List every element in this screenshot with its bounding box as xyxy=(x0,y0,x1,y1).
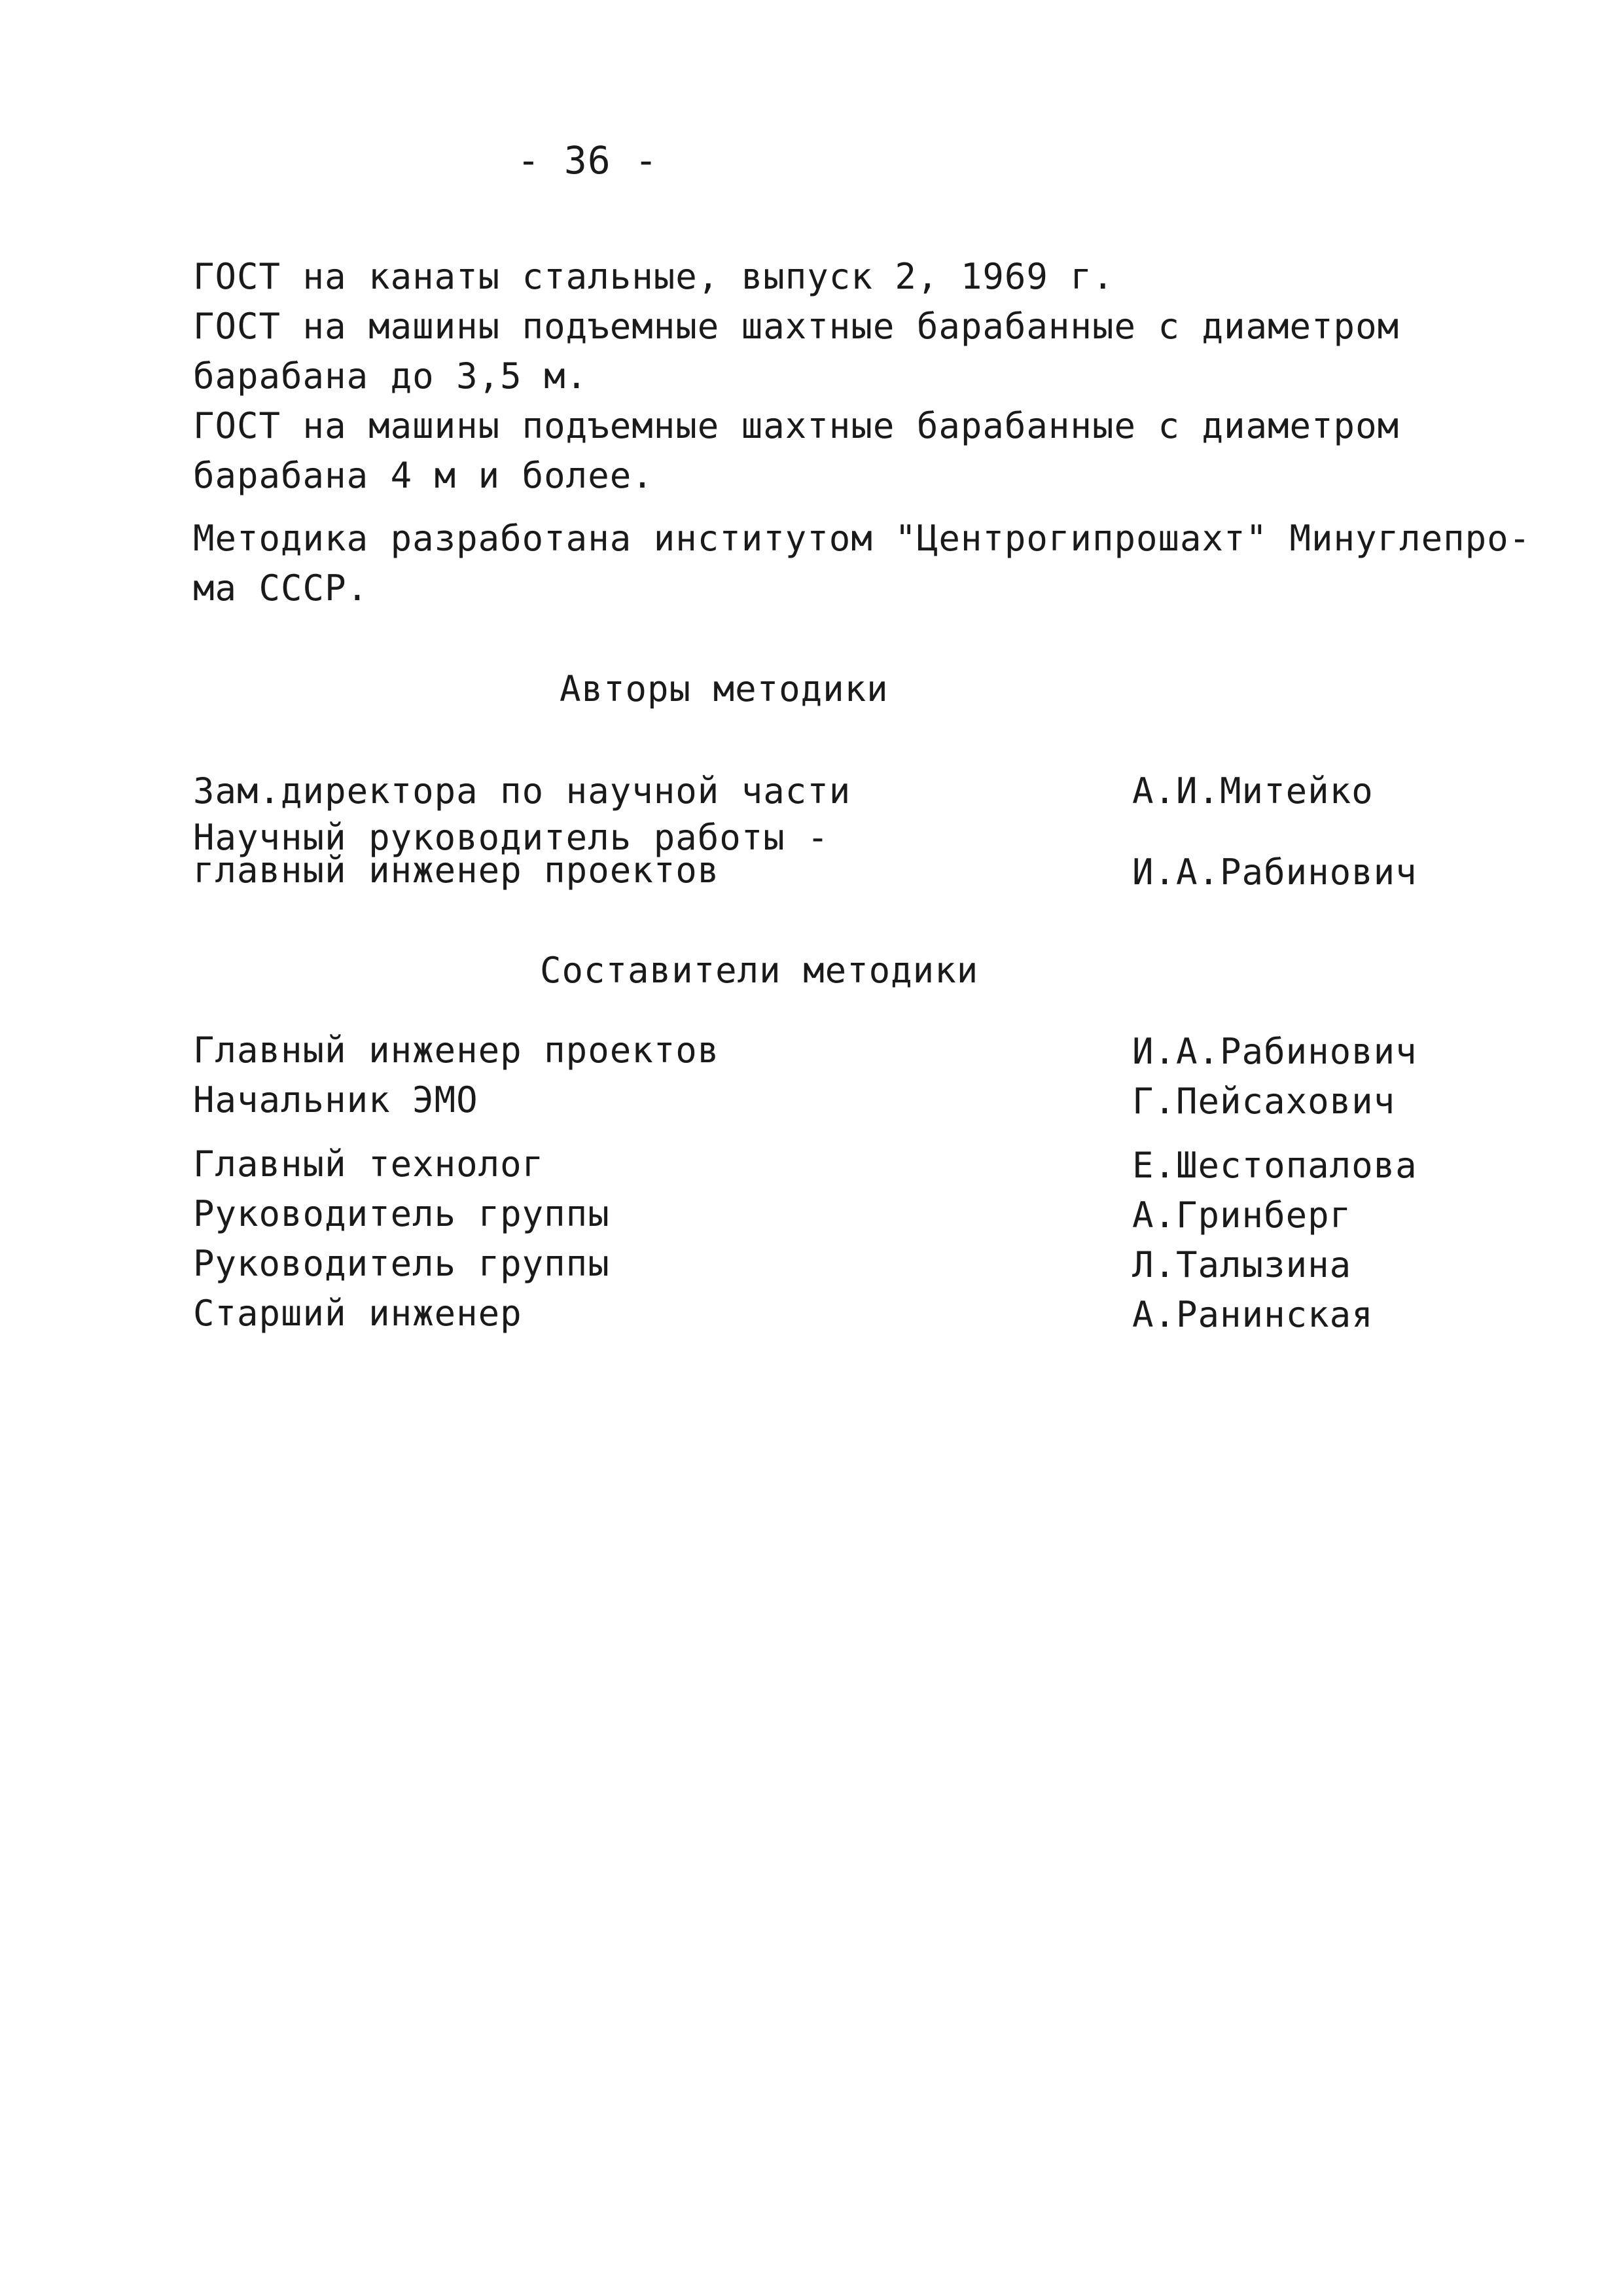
reference-line-4: ГОСТ на машины подъемные шахтные барабанные с диаметром xyxy=(193,405,1400,446)
reference-line-1: ГОСТ на канаты стальные, выпуск 2, 1969 г. xyxy=(193,256,1115,297)
author-name-2: И.А.Рабинович xyxy=(1132,852,1418,893)
compiler-name-3: Е.Шестопалова xyxy=(1132,1145,1418,1186)
compiler-role-4: Руководитель группы xyxy=(193,1193,610,1234)
compiler-role-6: Старший инженер xyxy=(193,1293,522,1334)
authors-heading: Авторы методики xyxy=(560,668,889,709)
developer-note-line-2: ма СССР. xyxy=(193,567,369,609)
compiler-name-6: А.Ранинская xyxy=(1132,1294,1374,1335)
compiler-role-1: Главный инженер проектов xyxy=(193,1030,720,1071)
compiler-role-3: Главный технолог xyxy=(193,1143,544,1185)
compiler-role-2: Начальник ЭМО xyxy=(193,1079,478,1121)
author-role-2: Научный руководитель работы - xyxy=(193,817,829,858)
compiler-name-4: А.Гринберг xyxy=(1132,1194,1352,1236)
author-role-1: Зам.директора по научной части xyxy=(193,770,851,812)
developer-note-line-1: Методика разработана институтом "Центрогипрошахт" Минуглепро- xyxy=(193,518,1531,559)
compiler-role-5: Руководитель группы xyxy=(193,1243,610,1284)
page-number: - 36 - xyxy=(517,138,658,183)
compiler-name-5: Л.Талызина xyxy=(1132,1244,1352,1285)
author-name-1: А.И.Митейко xyxy=(1132,770,1374,812)
reference-line-2: ГОСТ на машины подъемные шахтные барабанные с диаметром xyxy=(193,306,1400,347)
compilers-heading: Составители методики xyxy=(540,950,979,991)
reference-line-5: барабана 4 м и более. xyxy=(193,455,654,496)
compiler-name-2: Г.Пейсахович xyxy=(1132,1081,1396,1122)
reference-line-3: барабана до 3,5 м. xyxy=(193,355,588,397)
author-role-2-cont: главный инженер проектов xyxy=(193,850,720,891)
compiler-name-1: И.А.Рабинович xyxy=(1132,1031,1418,1072)
